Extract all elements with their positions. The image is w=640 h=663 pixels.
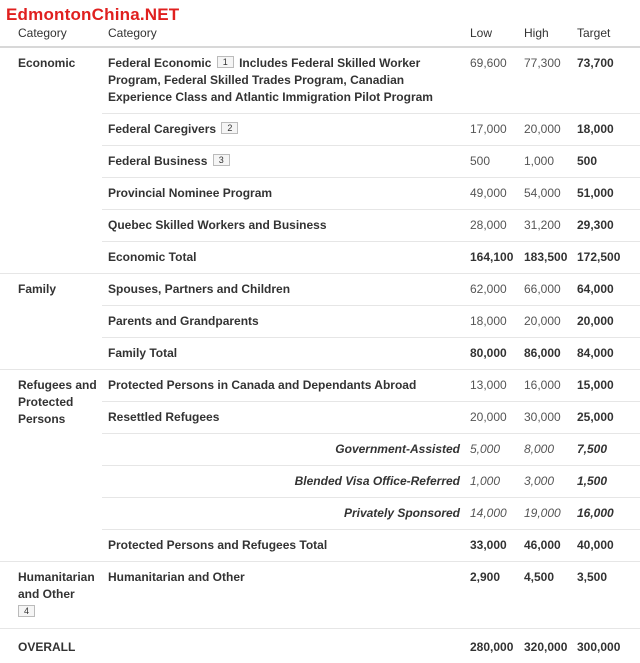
cell-target: 40,000 (571, 530, 640, 562)
cell-high: 86,000 (518, 338, 571, 370)
row-name: Parents and Grandparents (102, 306, 464, 338)
table-row (0, 47, 640, 114)
row-name: Provincial Nominee Program (102, 178, 464, 210)
row-name: Protected Persons and Refugees Total (102, 530, 464, 562)
table-row-overall (0, 629, 640, 663)
row-label: Federal Business (108, 154, 207, 168)
cell-low: 20,000 (464, 402, 518, 434)
cell-low: 1,000 (464, 466, 518, 498)
cell-target: 84,000 (571, 338, 640, 370)
row-label: Federal Caregivers (108, 122, 216, 136)
cell-target: 500 (571, 146, 640, 178)
cell-low: 28,000 (464, 210, 518, 242)
cell-high: 16,000 (518, 370, 571, 402)
row-name: Protected Persons in Canada and Dependants Abroad (102, 370, 464, 402)
cell-high: 31,200 (518, 210, 571, 242)
cell-high: 1,000 (518, 146, 571, 178)
row-name (102, 146, 464, 178)
row-name: Humanitarian and Other (102, 562, 464, 629)
row-name (102, 114, 464, 146)
footnote-link[interactable]: 2 (221, 122, 238, 134)
header-category: Category (102, 0, 464, 47)
footnote-link[interactable]: 1 (217, 56, 234, 68)
row-name: Spouses, Partners and Children (102, 274, 464, 306)
row-name: Government-Assisted (102, 434, 464, 466)
group-economic: Economic (0, 47, 102, 274)
group-label: Humanitarian and Other (18, 569, 102, 603)
cell-target: 20,000 (571, 306, 640, 338)
cell-target: 300,000 (571, 629, 640, 663)
cell-high: 77,300 (518, 47, 571, 114)
footnote-link[interactable]: 3 (213, 154, 230, 166)
table-row (0, 370, 640, 402)
cell-target: 64,000 (571, 274, 640, 306)
row-label-detail: Includes Federal Skilled Worker Program, Federal Skilled Trades Program, Canadian Experience Class and Atlantic Immigration Pilot Program (108, 56, 433, 104)
cell-high: 3,000 (518, 466, 571, 498)
cell-high: 66,000 (518, 274, 571, 306)
cell-target: 73,700 (571, 47, 640, 114)
cell-target: 1,500 (571, 466, 640, 498)
cell-low: 13,000 (464, 370, 518, 402)
cell-high: 320,000 (518, 629, 571, 663)
cell-low: 49,000 (464, 178, 518, 210)
cell-high: 183,500 (518, 242, 571, 274)
cell-low: 17,000 (464, 114, 518, 146)
cell-low: 280,000 (464, 629, 518, 663)
cell-low: 80,000 (464, 338, 518, 370)
cell-high: 20,000 (518, 306, 571, 338)
group-humanitarian (0, 562, 102, 629)
overall-label: OVERALL (0, 629, 102, 663)
cell-low: 69,600 (464, 47, 518, 114)
cell-low: 164,100 (464, 242, 518, 274)
header-target: Target (571, 0, 640, 47)
cell-high: 8,000 (518, 434, 571, 466)
cell-high: 19,000 (518, 498, 571, 530)
header-high: High (518, 0, 571, 47)
row-name: Family Total (102, 338, 464, 370)
cell-low: 62,000 (464, 274, 518, 306)
group-family: Family (0, 274, 102, 370)
cell-target: 29,300 (571, 210, 640, 242)
cell-target: 7,500 (571, 434, 640, 466)
group-refugees: Refugees and Protected Persons (0, 370, 102, 562)
footnote-link[interactable]: 4 (18, 605, 35, 617)
cell-target: 51,000 (571, 178, 640, 210)
row-label: Federal Economic (108, 56, 211, 70)
header-low: Low (464, 0, 518, 47)
row-name (102, 47, 464, 114)
cell-high: 46,000 (518, 530, 571, 562)
row-name: Privately Sponsored (102, 498, 464, 530)
table-row (0, 274, 640, 306)
cell-high: 4,500 (518, 562, 571, 629)
cell-low: 5,000 (464, 434, 518, 466)
cell-target: 18,000 (571, 114, 640, 146)
cell-low: 14,000 (464, 498, 518, 530)
row-name: Quebec Skilled Workers and Business (102, 210, 464, 242)
watermark-logo: EdmontonChina.NET (6, 5, 179, 25)
cell-target: 25,000 (571, 402, 640, 434)
row-name: Economic Total (102, 242, 464, 274)
header-category-group: Category (0, 0, 102, 47)
cell-low: 33,000 (464, 530, 518, 562)
cell-target: 16,000 (571, 498, 640, 530)
cell-high: 54,000 (518, 178, 571, 210)
cell-low: 18,000 (464, 306, 518, 338)
cell-target: 3,500 (571, 562, 640, 629)
table-row (0, 562, 640, 629)
overall-spacer (102, 629, 464, 663)
cell-low: 500 (464, 146, 518, 178)
cell-low: 2,900 (464, 562, 518, 629)
cell-high: 30,000 (518, 402, 571, 434)
cell-target: 172,500 (571, 242, 640, 274)
row-name: Resettled Refugees (102, 402, 464, 434)
cell-target: 15,000 (571, 370, 640, 402)
cell-high: 20,000 (518, 114, 571, 146)
row-name: Blended Visa Office-Referred (102, 466, 464, 498)
